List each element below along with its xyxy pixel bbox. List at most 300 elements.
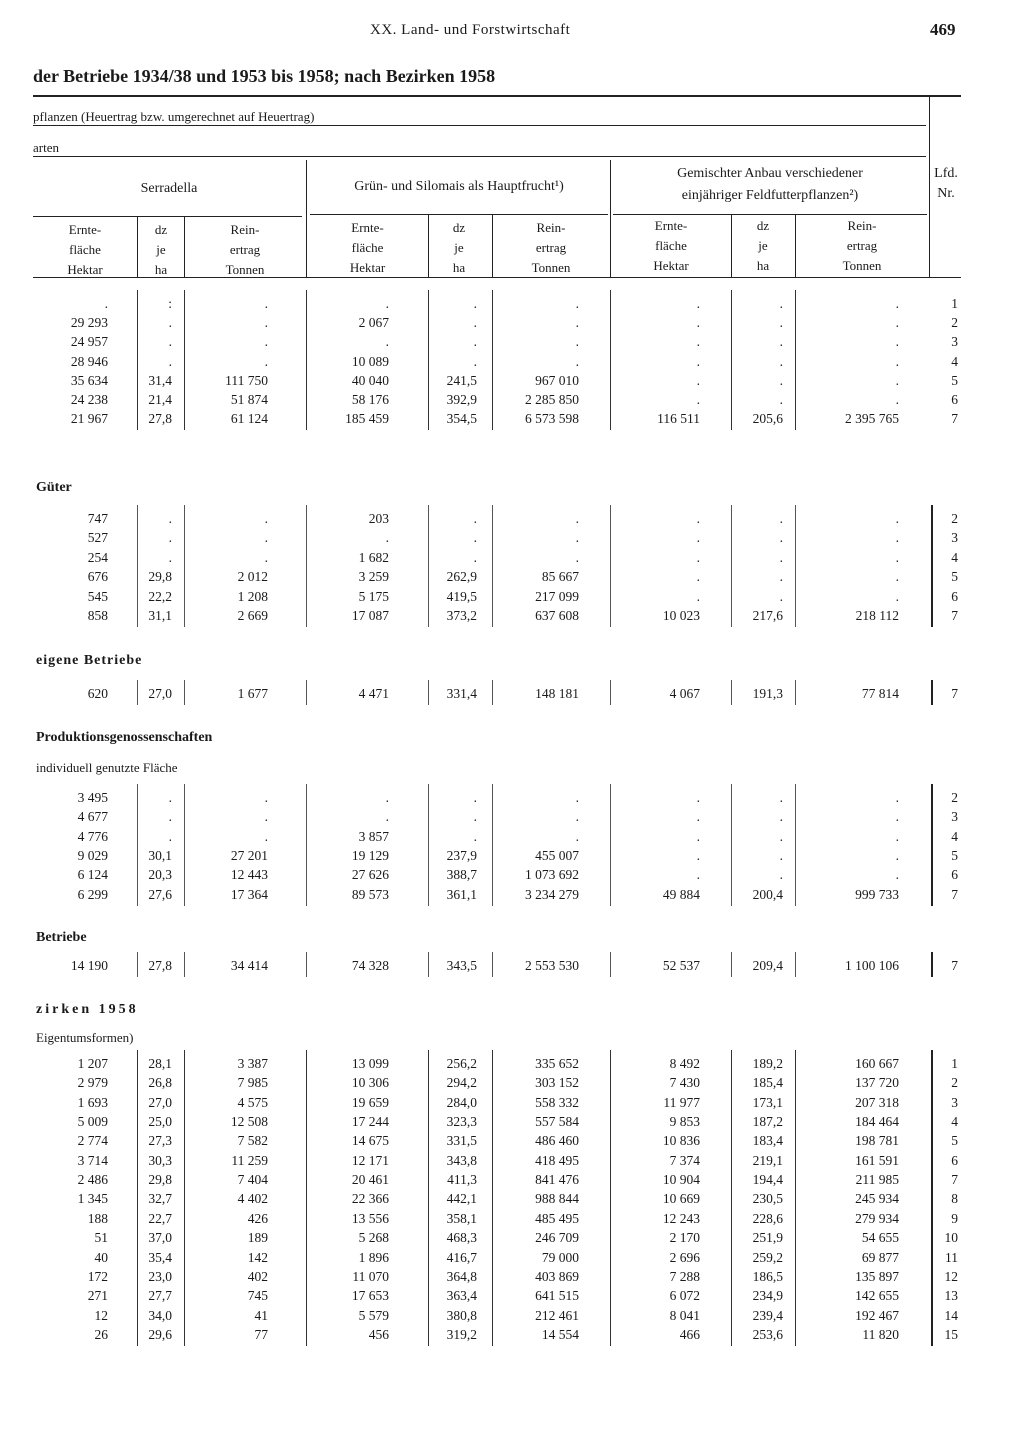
rule-col-separator bbox=[137, 505, 138, 627]
cell-area-2: 27 626 bbox=[351, 867, 389, 883]
rule-col-separator bbox=[731, 1050, 732, 1346]
cell-yield-1: 41 bbox=[254, 1307, 268, 1323]
cell-dz-2: 241,5 bbox=[446, 372, 477, 388]
cell-dz-1: . bbox=[168, 828, 172, 844]
rule-col-separator bbox=[428, 784, 429, 906]
cell-yield-2: . bbox=[575, 828, 579, 844]
cell-yield-2: 14 554 bbox=[541, 1326, 579, 1342]
cell-yield-1: 2 012 bbox=[237, 569, 268, 585]
rule-col-separator bbox=[306, 1050, 307, 1346]
cell-dz-1: 20,3 bbox=[148, 867, 172, 883]
cell-yield-2: . bbox=[575, 549, 579, 565]
cell-dz-3: 253,6 bbox=[752, 1326, 783, 1342]
cell-dz-3: . bbox=[779, 847, 783, 863]
cell-area-1: 24 238 bbox=[70, 392, 108, 407]
cell-yield-1: 51 874 bbox=[230, 392, 268, 407]
cell-dz-2: 363,4 bbox=[446, 1288, 477, 1304]
cell-yield-2: 335 652 bbox=[535, 1056, 579, 1071]
cell-area-2: 5 579 bbox=[358, 1307, 389, 1323]
cell-yield-2: . bbox=[575, 334, 579, 350]
cell-lfd-nr: 7 bbox=[951, 886, 958, 902]
cell-area-3: 10 904 bbox=[662, 1172, 700, 1188]
rule-col-separator bbox=[731, 680, 732, 705]
cell-dz-2: 392,9 bbox=[446, 392, 477, 407]
cell-dz-3: . bbox=[779, 315, 783, 331]
cell-area-1: 545 bbox=[87, 588, 108, 604]
colhead-area-3: Ernte- fläche Hektar bbox=[653, 218, 689, 273]
cell-yield-2: 2 285 850 bbox=[525, 392, 579, 407]
cell-lfd-nr: 14 bbox=[944, 1307, 958, 1323]
colhead-yield-3: Rein- ertrag Tonnen bbox=[842, 218, 882, 273]
cell-yield-2: 1 073 692 bbox=[525, 867, 579, 883]
cell-area-2: 17 244 bbox=[351, 1114, 389, 1130]
cell-area-2: 456 bbox=[368, 1326, 389, 1342]
cell-dz-1: 37,0 bbox=[148, 1230, 172, 1246]
cell-yield-3: 245 934 bbox=[855, 1191, 899, 1207]
cell-dz-3: . bbox=[779, 530, 783, 546]
cell-area-1: 6 124 bbox=[77, 867, 108, 883]
section-label-eigene-betriebe: eigene Betriebe bbox=[36, 653, 143, 668]
rule-col-sep-a bbox=[137, 216, 138, 278]
cell-yield-3: . bbox=[895, 549, 899, 565]
cell-dz-1: 29,8 bbox=[148, 1172, 172, 1188]
colhead-yield-2: Rein- ertrag Tonnen bbox=[531, 220, 571, 275]
cell-dz-1: . bbox=[168, 511, 172, 526]
cell-yield-3: 142 655 bbox=[855, 1288, 899, 1304]
cell-yield-2: 641 515 bbox=[535, 1288, 579, 1304]
cell-dz-3: . bbox=[779, 353, 783, 369]
cell-area-1: 747 bbox=[87, 511, 108, 526]
cell-lfd-nr: 2 bbox=[951, 511, 958, 526]
cell-dz-2: 343,5 bbox=[446, 958, 477, 973]
cell-area-1: 1 207 bbox=[77, 1056, 108, 1071]
colhead-area-2: Ernte- fläche Hektar bbox=[349, 220, 386, 275]
cell-yield-3: 218 112 bbox=[855, 608, 899, 623]
cell-dz-1: 27,0 bbox=[148, 1094, 172, 1110]
cell-area-3: 2 696 bbox=[669, 1249, 700, 1265]
cell-dz-1: 23,0 bbox=[148, 1268, 172, 1284]
rule-col-separator bbox=[610, 952, 611, 977]
cell-yield-3: 69 877 bbox=[861, 1249, 899, 1265]
cell-area-3: 7 430 bbox=[669, 1075, 700, 1091]
cell-yield-3: . bbox=[895, 569, 899, 585]
cell-area-3: 52 537 bbox=[662, 958, 700, 973]
rule-col-sep-f bbox=[795, 214, 796, 278]
rule-col-separator bbox=[184, 952, 185, 977]
cell-yield-3: . bbox=[895, 353, 899, 369]
cell-dz-2: 380,8 bbox=[446, 1307, 477, 1323]
cell-lfd-nr: 12 bbox=[944, 1268, 958, 1284]
cell-area-2: 5 175 bbox=[358, 588, 389, 604]
cell-dz-1: 30,3 bbox=[148, 1152, 172, 1168]
rule-col-separator bbox=[184, 1050, 185, 1346]
cell-dz-3: . bbox=[779, 511, 783, 526]
cell-yield-1: 1 208 bbox=[237, 588, 268, 604]
rule-col-separator bbox=[306, 952, 307, 977]
cell-dz-2: 331,4 bbox=[446, 686, 477, 701]
cell-area-3: 2 170 bbox=[669, 1230, 700, 1246]
cell-dz-3: . bbox=[779, 372, 783, 388]
cell-dz-2: 468,3 bbox=[446, 1230, 477, 1246]
cell-yield-2: . bbox=[575, 809, 579, 825]
cell-lfd-nr: 6 bbox=[951, 867, 958, 883]
cell-area-1: . bbox=[104, 296, 108, 311]
cell-yield-2: 79 000 bbox=[541, 1249, 579, 1265]
rule-lfd-separator bbox=[931, 680, 933, 705]
cell-area-1: 4 677 bbox=[77, 809, 108, 825]
cell-area-1: 1 693 bbox=[77, 1094, 108, 1110]
group-serradella: Serradella bbox=[140, 181, 198, 196]
rule-col-separator bbox=[610, 680, 611, 705]
rule-col-separator bbox=[428, 505, 429, 627]
cell-area-2: 13 099 bbox=[351, 1056, 389, 1071]
cell-area-2: . bbox=[385, 296, 389, 311]
rule-col-separator bbox=[610, 290, 611, 430]
cell-yield-1: 7 985 bbox=[237, 1075, 268, 1091]
group-gruenmais: Grün- und Silomais als Hauptfrucht¹) bbox=[354, 179, 564, 194]
cell-yield-3: 211 985 bbox=[855, 1172, 899, 1188]
cell-lfd-nr: 7 bbox=[951, 958, 958, 973]
cell-dz-2: 294,2 bbox=[446, 1075, 477, 1091]
cell-yield-3: . bbox=[895, 530, 899, 546]
cell-area-1: 858 bbox=[87, 608, 108, 623]
colhead-dz-3: dz je ha bbox=[756, 218, 770, 273]
cell-dz-2: 361,1 bbox=[446, 886, 477, 902]
cell-yield-1: . bbox=[264, 334, 268, 350]
rule-col-sep-c bbox=[428, 214, 429, 278]
cell-area-3: . bbox=[696, 790, 700, 805]
cell-yield-3: 184 464 bbox=[855, 1114, 899, 1130]
rule-col-separator bbox=[306, 290, 307, 430]
cell-area-2: 20 461 bbox=[351, 1172, 389, 1188]
running-head: XX. Land- und Forstwirtschaft bbox=[370, 22, 571, 38]
cell-lfd-nr: 15 bbox=[944, 1326, 958, 1342]
cell-area-2: 13 556 bbox=[351, 1210, 389, 1226]
cell-area-3: 49 884 bbox=[662, 886, 700, 902]
section-sublabel-bezirke: Eigentumsformen) bbox=[36, 1030, 134, 1045]
cell-area-1: 4 776 bbox=[77, 828, 108, 844]
cell-area-1: 676 bbox=[87, 569, 108, 585]
cell-dz-2: . bbox=[473, 828, 477, 844]
cell-dz-1: 32,7 bbox=[148, 1191, 172, 1207]
cell-dz-2: 419,5 bbox=[446, 588, 477, 604]
rule-col-separator bbox=[137, 1050, 138, 1346]
cell-dz-3: 217,6 bbox=[752, 608, 783, 623]
cell-area-3: 10 836 bbox=[662, 1133, 700, 1149]
rule-col-separator bbox=[137, 784, 138, 906]
cell-lfd-nr: 10 bbox=[944, 1230, 958, 1246]
cell-dz-3: . bbox=[779, 828, 783, 844]
cell-area-3: . bbox=[696, 530, 700, 546]
cell-area-1: 14 190 bbox=[70, 958, 108, 973]
cell-dz-1: 27,8 bbox=[148, 958, 172, 973]
page-number: 469 bbox=[930, 20, 956, 39]
cell-dz-3: 200,4 bbox=[752, 886, 783, 902]
cell-yield-1: 12 508 bbox=[230, 1114, 268, 1130]
cell-area-1: 24 957 bbox=[70, 334, 108, 350]
cell-dz-2: 343,8 bbox=[446, 1152, 477, 1168]
rule-sub2 bbox=[33, 156, 926, 157]
cell-dz-3: . bbox=[779, 569, 783, 585]
cell-lfd-nr: 6 bbox=[951, 1152, 958, 1168]
cell-area-3: 9 853 bbox=[669, 1114, 700, 1130]
cell-yield-1: 27 201 bbox=[230, 847, 268, 863]
cell-dz-3: 183,4 bbox=[752, 1133, 783, 1149]
rule-col-separator bbox=[795, 1050, 796, 1346]
cell-dz-3: . bbox=[779, 334, 783, 350]
cell-dz-1: 26,8 bbox=[148, 1075, 172, 1091]
cell-dz-3: . bbox=[779, 296, 783, 311]
cell-lfd-nr: 1 bbox=[951, 296, 958, 311]
section-label-betriebe: Betriebe bbox=[36, 930, 87, 945]
cell-dz-1: 27,0 bbox=[148, 686, 172, 701]
cell-area-1: 1 345 bbox=[77, 1191, 108, 1207]
cell-area-3: 8 041 bbox=[669, 1307, 700, 1323]
cell-yield-3: 192 467 bbox=[855, 1307, 899, 1323]
cell-area-1: 3 714 bbox=[77, 1152, 108, 1168]
cell-yield-1: . bbox=[264, 828, 268, 844]
rule-col-separator bbox=[731, 505, 732, 627]
cell-area-1: 527 bbox=[87, 530, 108, 546]
rule-group-under-3 bbox=[613, 214, 927, 215]
cell-area-1: 620 bbox=[87, 686, 108, 701]
cell-area-1: 40 bbox=[94, 1249, 108, 1265]
cell-dz-1: 30,1 bbox=[148, 847, 172, 863]
rule-col-separator bbox=[610, 1050, 611, 1346]
cell-dz-3: 194,4 bbox=[752, 1172, 783, 1188]
cell-area-3: . bbox=[696, 549, 700, 565]
cell-area-3: 12 243 bbox=[662, 1210, 700, 1226]
rule-col-separator bbox=[492, 784, 493, 906]
cell-dz-1: 31,4 bbox=[148, 372, 172, 388]
cell-dz-3: 230,5 bbox=[752, 1191, 783, 1207]
colhead-yield-1: Rein- ertrag Tonnen bbox=[225, 222, 265, 277]
cell-area-3: 10 669 bbox=[662, 1191, 700, 1207]
cell-dz-2: 388,7 bbox=[446, 867, 477, 883]
cell-area-2: 19 659 bbox=[351, 1094, 389, 1110]
cell-dz-3: 219,1 bbox=[752, 1152, 783, 1168]
cell-dz-3: . bbox=[779, 392, 783, 407]
lfd-nr-head-line1: Lfd. bbox=[934, 166, 958, 181]
cell-area-3: . bbox=[696, 511, 700, 526]
cell-lfd-nr: 5 bbox=[951, 569, 958, 585]
cell-yield-3: 135 897 bbox=[855, 1268, 899, 1284]
cell-yield-2: 988 844 bbox=[535, 1191, 579, 1207]
rule-col-separator bbox=[137, 290, 138, 430]
cell-area-3: . bbox=[696, 809, 700, 825]
cell-yield-2: . bbox=[575, 790, 579, 805]
rule-col-separator bbox=[428, 290, 429, 430]
cell-yield-3: 77 814 bbox=[861, 686, 899, 701]
cell-dz-1: 29,6 bbox=[148, 1326, 172, 1342]
cell-yield-2: 557 584 bbox=[535, 1114, 579, 1130]
cell-yield-3: . bbox=[895, 296, 899, 311]
cell-dz-1: . bbox=[168, 334, 172, 350]
cell-area-2: 2 067 bbox=[358, 315, 389, 331]
cell-dz-1: 29,8 bbox=[148, 569, 172, 585]
cell-dz-1: 21,4 bbox=[148, 392, 172, 407]
cell-area-1: 188 bbox=[87, 1210, 108, 1226]
cell-dz-3: 239,4 bbox=[752, 1307, 783, 1323]
cell-area-2: 17 087 bbox=[351, 608, 389, 623]
colhead-dz-1: dz je ha bbox=[154, 222, 168, 277]
cell-area-2: . bbox=[385, 809, 389, 825]
cell-yield-1: . bbox=[264, 549, 268, 565]
cell-area-1: 5 009 bbox=[77, 1114, 108, 1130]
cell-dz-2: . bbox=[473, 790, 477, 805]
cell-lfd-nr: 7 bbox=[951, 686, 958, 701]
cell-area-3: 10 023 bbox=[662, 608, 700, 623]
cell-dz-3: . bbox=[779, 867, 783, 883]
rule-col-separator bbox=[795, 290, 796, 430]
cell-area-1: 28 946 bbox=[70, 353, 108, 369]
cell-lfd-nr: 3 bbox=[951, 334, 958, 350]
cell-lfd-nr: 6 bbox=[951, 588, 958, 604]
cell-yield-1: 4 402 bbox=[237, 1191, 268, 1207]
cell-area-2: 5 268 bbox=[358, 1230, 389, 1246]
cell-area-1: 12 bbox=[94, 1307, 108, 1323]
cell-area-3: 116 511 bbox=[657, 411, 700, 427]
cell-yield-3: . bbox=[895, 315, 899, 331]
cell-yield-2: 3 234 279 bbox=[525, 886, 579, 902]
rule-col-separator bbox=[428, 1050, 429, 1346]
cell-area-2: 203 bbox=[368, 511, 389, 526]
rule-lfd-separator bbox=[931, 1050, 933, 1346]
cell-yield-2: 246 709 bbox=[535, 1230, 579, 1246]
cell-yield-3: 54 655 bbox=[861, 1230, 899, 1246]
cell-dz-3: 234,9 bbox=[752, 1288, 783, 1304]
cell-area-1: 51 bbox=[94, 1230, 108, 1246]
cell-lfd-nr: 13 bbox=[944, 1288, 958, 1304]
rule-lfd-separator bbox=[931, 952, 933, 977]
cell-yield-1: 4 575 bbox=[237, 1094, 268, 1110]
cell-area-2: 1 682 bbox=[358, 549, 389, 565]
cell-lfd-nr: 5 bbox=[951, 372, 958, 388]
subhead-pflanzen: pflanzen (Heuertrag bzw. umgerechnet auf Heuertrag) bbox=[33, 109, 315, 124]
cell-yield-3: . bbox=[895, 847, 899, 863]
cell-yield-2: 85 667 bbox=[541, 569, 579, 585]
cell-yield-1: 402 bbox=[247, 1268, 268, 1284]
cell-dz-2: 416,7 bbox=[446, 1249, 477, 1265]
rule-lfd-separator bbox=[931, 505, 933, 627]
rule-col-separator bbox=[610, 784, 611, 906]
rule-col-separator bbox=[184, 680, 185, 705]
cell-dz-2: . bbox=[473, 530, 477, 546]
cell-area-3: 6 072 bbox=[669, 1288, 700, 1304]
rule-col-separator bbox=[610, 505, 611, 627]
cell-dz-2: 237,9 bbox=[446, 847, 477, 863]
cell-yield-3: . bbox=[895, 867, 899, 883]
cell-dz-1: : bbox=[168, 296, 172, 311]
cell-dz-3: . bbox=[779, 588, 783, 604]
cell-dz-2: 256,2 bbox=[446, 1056, 477, 1071]
cell-yield-3: . bbox=[895, 828, 899, 844]
cell-yield-1: 34 414 bbox=[230, 958, 268, 973]
cell-dz-2: . bbox=[473, 549, 477, 565]
cell-yield-1: . bbox=[264, 511, 268, 526]
cell-area-3: . bbox=[696, 372, 700, 388]
cell-yield-1: 61 124 bbox=[230, 411, 268, 427]
cell-area-3: . bbox=[696, 315, 700, 331]
cell-yield-3: . bbox=[895, 809, 899, 825]
colhead-dz-2: dz je ha bbox=[452, 220, 466, 275]
cell-yield-2: . bbox=[575, 511, 579, 526]
rule-col-separator bbox=[731, 784, 732, 906]
cell-dz-3: 187,2 bbox=[752, 1114, 783, 1130]
cell-yield-2: 967 010 bbox=[535, 372, 579, 388]
rule-sub1 bbox=[33, 125, 926, 126]
cell-area-1: 3 495 bbox=[77, 790, 108, 805]
rule-col-separator bbox=[137, 680, 138, 705]
cell-dz-3: 259,2 bbox=[752, 1249, 783, 1265]
cell-yield-2: 403 869 bbox=[535, 1268, 579, 1284]
cell-area-1: 271 bbox=[87, 1288, 108, 1304]
cell-yield-1: 77 bbox=[254, 1326, 268, 1342]
cell-dz-3: 209,4 bbox=[752, 958, 783, 973]
cell-yield-1: . bbox=[264, 809, 268, 825]
cell-lfd-nr: 4 bbox=[951, 1114, 958, 1130]
rule-group-under-2 bbox=[310, 214, 608, 215]
cell-dz-2: . bbox=[473, 353, 477, 369]
cell-area-1: 29 293 bbox=[70, 315, 108, 331]
cell-lfd-nr: 3 bbox=[951, 530, 958, 546]
rule-col-separator bbox=[492, 680, 493, 705]
cell-area-1: 26 bbox=[94, 1326, 108, 1342]
cell-yield-2: . bbox=[575, 315, 579, 331]
cell-dz-2: 358,1 bbox=[446, 1210, 477, 1226]
cell-dz-2: 323,3 bbox=[446, 1114, 477, 1130]
cell-lfd-nr: 5 bbox=[951, 1133, 958, 1149]
subhead-arten: arten bbox=[33, 140, 59, 155]
cell-yield-3: . bbox=[895, 790, 899, 805]
rule-lfd-separator bbox=[929, 97, 930, 277]
cell-dz-3: 191,3 bbox=[752, 686, 783, 701]
colhead-area-1: Ernte- fläche Hektar bbox=[67, 222, 103, 277]
cell-yield-3: . bbox=[895, 511, 899, 526]
cell-dz-1: 22,2 bbox=[148, 588, 172, 604]
rule-col-separator bbox=[306, 680, 307, 705]
cell-dz-1: 27,3 bbox=[148, 1133, 172, 1149]
cell-yield-2: . bbox=[575, 530, 579, 546]
cell-yield-1: 2 669 bbox=[237, 608, 268, 623]
cell-dz-2: 354,5 bbox=[446, 411, 477, 427]
cell-yield-3: 11 820 bbox=[862, 1326, 899, 1342]
cell-lfd-nr: 3 bbox=[951, 1094, 958, 1110]
cell-lfd-nr: 7 bbox=[951, 608, 958, 623]
cell-area-1: 21 967 bbox=[70, 411, 108, 427]
cell-area-2: 12 171 bbox=[351, 1152, 389, 1168]
cell-dz-1: 34,0 bbox=[148, 1307, 172, 1323]
rule-col-separator bbox=[731, 952, 732, 977]
cell-dz-3: . bbox=[779, 809, 783, 825]
rule-group-under-1 bbox=[33, 216, 302, 217]
cell-yield-1: 142 bbox=[247, 1249, 268, 1265]
rule-col-separator bbox=[492, 505, 493, 627]
cell-area-1: 2 979 bbox=[77, 1075, 108, 1091]
cell-yield-1: 12 443 bbox=[230, 867, 268, 883]
cell-area-1: 172 bbox=[87, 1268, 108, 1284]
cell-yield-1: 745 bbox=[247, 1288, 268, 1304]
cell-yield-3: 207 318 bbox=[855, 1094, 899, 1110]
rule-col-separator bbox=[184, 290, 185, 430]
rule-col-separator bbox=[795, 784, 796, 906]
cell-area-3: . bbox=[696, 867, 700, 883]
cell-lfd-nr: 7 bbox=[951, 1172, 958, 1188]
cell-area-3: . bbox=[696, 569, 700, 585]
cell-area-3: . bbox=[696, 353, 700, 369]
cell-area-1: 9 029 bbox=[77, 847, 108, 863]
cell-dz-3: . bbox=[779, 790, 783, 805]
